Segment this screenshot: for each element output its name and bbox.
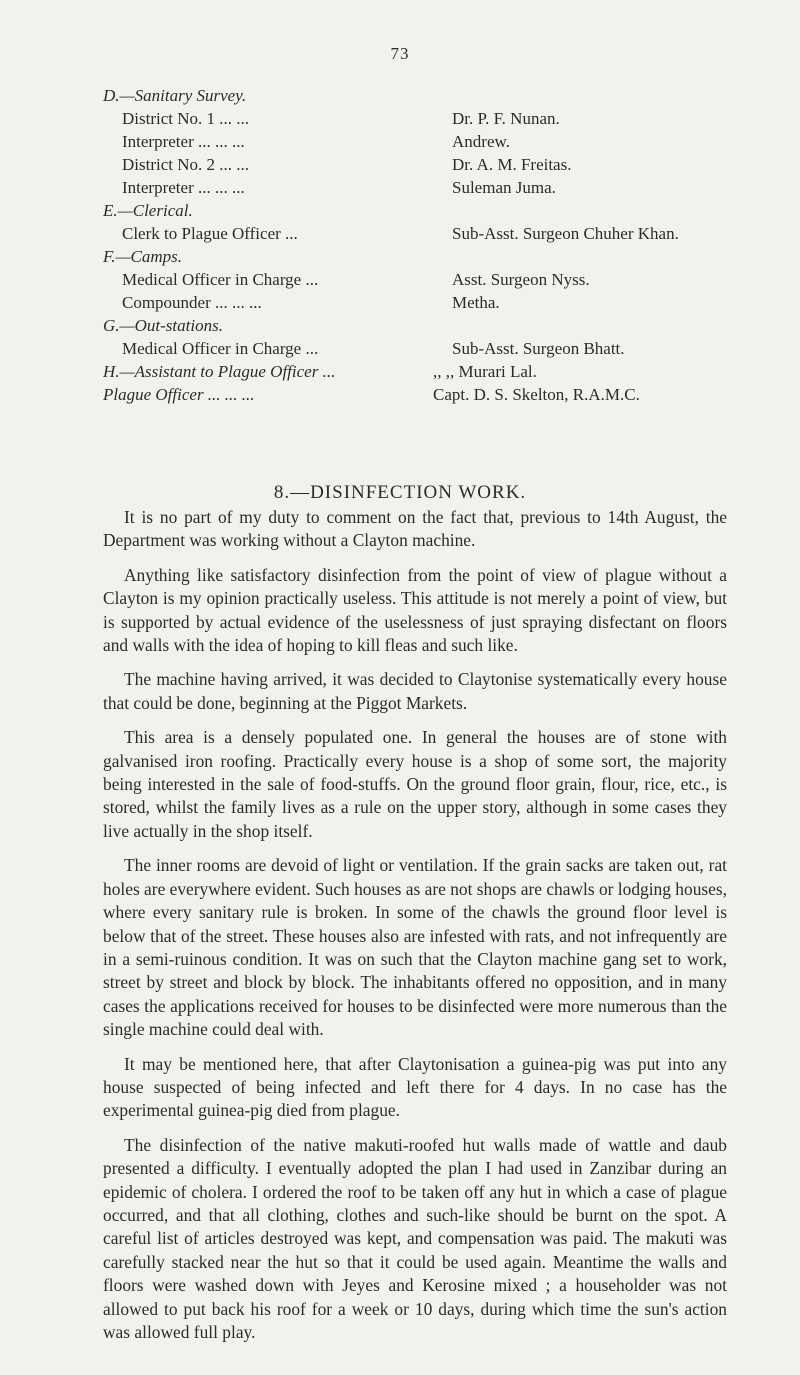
staff-person: Capt. D. S. Skelton, R.A.M.C.: [433, 385, 640, 404]
section-heading-clerical: E.—Clerical.: [103, 201, 193, 220]
section-heading-plague-officer: Plague Officer ... ... ...: [103, 385, 255, 404]
staff-row: [103, 222, 743, 245]
staff-role: Interpreter ... ... ...: [122, 178, 245, 197]
staff-row-plague-officer: [103, 383, 743, 406]
paragraph: The machine having arrived, it was decided to Claytonise systematically every house that could be done, beginning at the Piggot Markets.: [103, 669, 727, 713]
staff-person: Metha.: [452, 293, 500, 312]
section-title: 8.—DISINFECTION WORK.: [273, 482, 527, 503]
staff-role: Clerk to Plague Officer ...: [122, 224, 298, 243]
staff-person: Dr. P. F. Nunan.: [452, 109, 560, 128]
staff-role: Medical Officer in Charge ...: [122, 339, 319, 358]
staff-person: Andrew.: [452, 132, 510, 151]
paragraph: Anything like satisfactory disinfection from the point of view of plague without a Clayton is my opinion practically useless. This attitude is not merely a point of view, but is supported by actual evidence of the uselessness of just spraying disfectant on floors and walls with the idea of hoping to kill fleas and such like.: [103, 564, 727, 656]
staff-person: Dr. A. M. Freitas.: [452, 155, 572, 174]
staff-list: [103, 84, 743, 406]
staff-row: [103, 291, 743, 314]
staff-person: Sub-Asst. Surgeon Chuher Khan.: [452, 224, 679, 243]
staff-role: Interpreter ... ... ...: [122, 132, 245, 151]
staff-role: Compounder ... ... ...: [122, 293, 262, 312]
staff-row: [103, 153, 743, 176]
section-heading-camps: F.—Camps.: [103, 247, 183, 266]
paragraph: The disinfection of the native makuti-roofed hut walls made of wattle and daub presented a difficulty. I eventually adopted the plan I had used in Zanzibar during an epidemic of cholera. I ordered the roof to be taken off any hut in which a case of plague occurred, and that all clothing, clothes and such-like should be burnt on the spot. A careful list of articles destroyed was kept, and compensation was paid. The makuti was carefully stacked near the hut so that it could be used again. Meantime the walls and floors were washed down with Jeyes and Kerosine mixed ; a householder was not allowed to put back his roof for a week or 10 days, during which time the sun's action was allowed full play.: [103, 1134, 727, 1342]
staff-row: [103, 107, 743, 130]
staff-person: ,, ,, Murari Lal.: [433, 362, 537, 381]
staff-row: [103, 130, 743, 153]
staff-row-assistant: [103, 360, 743, 383]
staff-row: [103, 337, 743, 360]
section-heading-out-stations: G.—Out-stations.: [103, 316, 223, 335]
staff-role: District No. 2 ... ...: [122, 155, 250, 174]
staff-person: Asst. Surgeon Nyss.: [452, 270, 590, 289]
staff-row: [103, 176, 743, 199]
section-heading-sanitary-survey: D.—Sanitary Survey.: [103, 86, 247, 105]
section-heading-assistant: H.—Assistant to Plague Officer ...: [103, 362, 336, 381]
paragraph: It may be mentioned here, that after Claytonisation a guinea-pig was put into any house suspected of being infected and left there for 4 days. In no case has the experimental guinea-pig died from plague.: [103, 1053, 727, 1121]
page-number: 73: [390, 44, 410, 63]
staff-role: District No. 1 ... ...: [122, 109, 250, 128]
staff-role: Medical Officer in Charge ...: [122, 270, 319, 289]
staff-person: Sub-Asst. Surgeon Bhatt.: [452, 339, 625, 358]
body-text: [103, 506, 727, 1355]
staff-person: Suleman Juma.: [452, 178, 556, 197]
paragraph: The inner rooms are devoid of light or ventilation. If the grain sacks are taken out, rat holes are everywhere evident. Such houses as are not shops are chawls or lodging houses, where every sanitary rule is broken. In some of the chawls the ground floor level is below that of the street. These houses also are infested with rats, and not infrequently are in a semi-ruinous condition. It was on such that the Clayton machine gang set to work, street by street and block by block. The inhabitants offered no opposition, and in many cases the applications received for houses to be disinfected were more numerous than the single machine could deal with.: [103, 855, 727, 1040]
staff-row: [103, 268, 743, 291]
paragraph: This area is a densely populated one. In general the houses are of stone with galvanised iron roofing. Practically every house is a shop of some sort, the majority being interested in the sale of food-stuffs. On the ground floor grain, flour, rice, etc., is stored, whilst the family lives as a rule on the upper story, although in some cases they live actually in the shop itself.: [103, 727, 727, 841]
paragraph: It is no part of my duty to comment on the fact that, previous to 14th August, the Department was working without a Clayton machine.: [103, 507, 727, 551]
